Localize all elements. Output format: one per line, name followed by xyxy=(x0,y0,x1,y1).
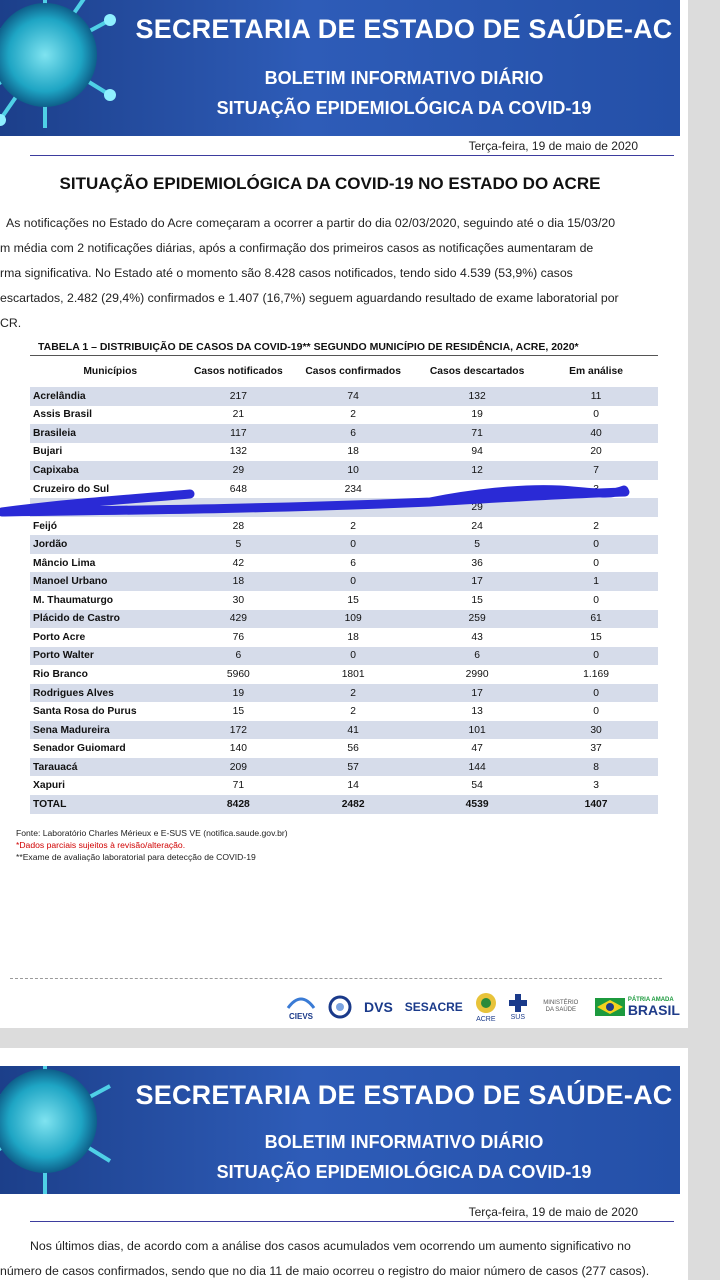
table-cell: 10 xyxy=(286,461,420,480)
page-footer-divider xyxy=(10,978,662,979)
table-cell: 19 xyxy=(190,684,286,703)
header-subtitle-2: SITUAÇÃO EPIDEMIOLÓGICA DA COVID-19 xyxy=(216,98,592,118)
municipality-name: Jordão xyxy=(30,535,190,554)
table-cell: 28 xyxy=(232,520,245,532)
municipality-name: Rodrigues Alves xyxy=(30,684,190,703)
table-cell: 41 xyxy=(286,721,420,740)
date-divider xyxy=(30,1221,674,1222)
table-cell: 15 xyxy=(232,706,245,718)
table-cell: 0 xyxy=(593,594,599,606)
partial-data-note: *Dados parciais sujeitos à revisão/alteração. xyxy=(16,840,186,850)
exam-note: **Exame de avaliação laboratorial para detecção de COVID-19 xyxy=(16,852,256,862)
table-row xyxy=(30,424,658,443)
table-cell: 101 xyxy=(420,721,534,740)
paragraph-line-1: As notificações no Estado do Acre começaram a ocorrer a partir do dia 02/03/2020, seguindo até o dia 15/03/20 xyxy=(6,216,616,230)
municipality-name: Porto Acre xyxy=(33,631,86,643)
table-cell: 2 xyxy=(350,706,357,718)
table-cell: 74 xyxy=(286,387,420,406)
table-row xyxy=(30,461,658,480)
acre-coat-of-arms: ACRE xyxy=(475,992,497,1023)
municipality-name: Santa Rosa do Purus xyxy=(33,706,137,718)
dvs-logo: DVS xyxy=(364,999,393,1015)
table-cell: 57 xyxy=(286,758,420,777)
table-cell: 40 xyxy=(534,424,658,443)
column-header: Casos confirmados xyxy=(305,366,401,377)
table-cell: 109 xyxy=(286,610,420,629)
header-subtitle-1: BOLETIM INFORMATIVO DIÁRIO xyxy=(264,68,544,88)
table-row xyxy=(30,591,658,610)
bulletin-page-2 xyxy=(0,1048,688,1280)
paragraph-line-2: m média com 2 notificações diárias, após a confirmação dos primeiros casos as notificações aumentaram de xyxy=(0,241,594,255)
table-cell: 117 xyxy=(190,424,286,443)
table-row xyxy=(30,572,658,591)
table-cell: 29 xyxy=(420,498,534,517)
cases-by-municipality-table xyxy=(30,357,658,814)
section-heading: SITUAÇÃO EPIDEMIOLÓGICA DA COVID-19 NO ESTADO DO ACRE xyxy=(59,174,601,193)
municipality-name: Cruzeiro do Sul xyxy=(33,483,110,495)
municipality-name: Acrelândia xyxy=(30,387,190,406)
table-cell: 61 xyxy=(534,610,658,629)
table-cell: 6 xyxy=(190,647,286,666)
table-cell: 18 xyxy=(347,446,359,458)
table-cell: 19 xyxy=(471,409,483,421)
header-title: SECRETARIA DE ESTADO DE SAÚDE-AC xyxy=(135,1080,673,1110)
table-cell: 6 xyxy=(420,647,534,666)
table-cell: 0 xyxy=(534,684,658,703)
table-row xyxy=(30,554,658,573)
table-cell: 0 xyxy=(593,557,599,569)
column-header: Em análise xyxy=(569,366,623,377)
column-header: Casos notificados xyxy=(193,366,283,377)
table-cell: 0 xyxy=(593,706,599,718)
table-row xyxy=(30,628,658,647)
municipality-name: Mâncio Lima xyxy=(33,557,96,569)
table-cell: 21 xyxy=(232,409,245,421)
table-cell: 29 xyxy=(190,461,286,480)
total-cell: 4539 xyxy=(420,795,534,814)
coronavirus-icon xyxy=(0,0,120,130)
table-row xyxy=(30,776,658,795)
sesacre-logo: SESACRE xyxy=(404,1000,463,1014)
municipality-name: Brasileia xyxy=(30,424,190,443)
municipality-name: Capixaba xyxy=(30,461,190,480)
globe-icon xyxy=(328,995,352,1019)
table-row xyxy=(30,665,658,684)
table-cell: 18 xyxy=(190,572,286,591)
table-cell: 2 xyxy=(350,520,357,532)
table-cell: 0 xyxy=(534,535,658,554)
table-cell: 15 xyxy=(471,594,483,606)
table-cell: 12 xyxy=(420,461,534,480)
table-cell: 24 xyxy=(471,520,483,532)
bulletin-date: Terça-feira, 19 de maio de 2020 xyxy=(468,1205,638,1219)
table-cell: 132 xyxy=(229,446,247,458)
table-cell: 42 xyxy=(232,557,245,569)
table-cell: 15 xyxy=(347,594,359,606)
municipality-name: Feijó xyxy=(33,520,58,532)
total-cell: 1407 xyxy=(534,795,658,814)
table-cell: 71 xyxy=(420,424,534,443)
footer-logos xyxy=(286,990,680,1024)
municipality-name: Rio Branco xyxy=(33,668,88,680)
table-cell: 5 xyxy=(190,535,286,554)
table-row xyxy=(30,647,658,666)
table-row xyxy=(30,702,658,721)
table-cell: 3 xyxy=(593,483,599,495)
table-row xyxy=(30,610,658,629)
municipality-name: Tarauacá xyxy=(30,758,190,777)
table-cell: 3 xyxy=(593,780,599,792)
table-cell: 2 xyxy=(350,409,357,421)
table-cell: 648 xyxy=(229,483,247,495)
table-cell: 2990 xyxy=(465,668,489,680)
cross-icon xyxy=(509,994,527,1012)
table-cell: 30 xyxy=(534,721,658,740)
table-cell: 56 xyxy=(347,743,359,755)
table-cell: 17 xyxy=(420,684,534,703)
table-cell: 54 xyxy=(471,780,483,792)
source-note: Fonte: Laboratório Charles Mérieux e E-SUS VE (notifica.saude.gov.br) xyxy=(16,828,288,838)
table-cell: 71 xyxy=(232,780,245,792)
header-banner xyxy=(0,1066,680,1194)
table-cell: 0 xyxy=(286,572,420,591)
table-row xyxy=(30,739,658,758)
table-cell: 1.169 xyxy=(583,668,609,680)
table-row xyxy=(30,406,658,425)
table-row xyxy=(30,721,658,740)
municipality-name: Bujari xyxy=(33,446,63,458)
table-cell: 217 xyxy=(190,387,286,406)
total-label: TOTAL xyxy=(30,795,190,814)
cievs-logo: CIEVS xyxy=(286,994,316,1021)
table-cell: 140 xyxy=(229,743,247,755)
header-subtitle-2: SITUAÇÃO EPIDEMIOLÓGICA DA COVID-19 xyxy=(216,1162,592,1182)
table-cell: 43 xyxy=(471,631,483,643)
paragraph-line-5: CR. xyxy=(0,316,22,330)
table-cell: 6 xyxy=(286,424,420,443)
table-cell: 1 xyxy=(534,572,658,591)
table-cell: 37 xyxy=(590,743,602,755)
municipality-name: Senador Guiomard xyxy=(33,743,126,755)
header-banner xyxy=(0,0,680,136)
municipality-name: Plácido de Castro xyxy=(30,610,190,629)
table-cell: 76 xyxy=(232,631,245,643)
table-cell: 1801 xyxy=(341,668,365,680)
table-cell: 20 xyxy=(590,446,602,458)
table-cell: 30 xyxy=(232,594,245,606)
table-cell: 234 xyxy=(344,483,362,495)
table-cell: 47 xyxy=(471,743,483,755)
table-cell: 18 xyxy=(347,631,359,643)
table-cell: 0 xyxy=(286,647,420,666)
table-cell: 429 xyxy=(190,610,286,629)
coat-of-arms-icon xyxy=(475,992,497,1014)
table-cell: 13 xyxy=(471,706,483,718)
header-title: SECRETARIA DE ESTADO DE SAÚDE-AC xyxy=(135,14,673,44)
table-cell: 7 xyxy=(534,461,658,480)
table-cell: 2 xyxy=(286,684,420,703)
municipality-name: M. Thaumaturgo xyxy=(33,594,114,606)
brazil-flag-icon xyxy=(595,998,625,1016)
total-cell: 8428 xyxy=(190,795,286,814)
brasil-logo: PÁTRIA AMADA BRASIL xyxy=(595,997,680,1017)
bulletin-date: Terça-feira, 19 de maio de 2020 xyxy=(468,139,638,153)
table-cell: 2 xyxy=(593,520,599,532)
table-top-rule xyxy=(30,355,658,356)
paragraph-line-3: rma significativa. No Estado até o momento são 8.428 casos notificados, tendo sido 4.539 (53,9%) casos xyxy=(0,266,573,280)
column-header: Casos descartados xyxy=(429,366,525,377)
table-total-row xyxy=(30,795,658,814)
table-cell: 5960 xyxy=(226,668,250,680)
sus-logo: SUS xyxy=(509,994,527,1021)
table-row xyxy=(30,443,658,462)
paragraph-line-2: número de casos confirmados, sendo que no dia 11 de maio ocorreu o registro do maior número de casos (277 casos). xyxy=(0,1264,650,1278)
table-cell: 0 xyxy=(534,647,658,666)
total-cell: 2482 xyxy=(286,795,420,814)
date-divider xyxy=(30,155,674,156)
table-cell: 36 xyxy=(471,557,483,569)
table-cell: 17 xyxy=(420,572,534,591)
table-cell: 11 xyxy=(534,387,658,406)
paragraph-line-4: escartados, 2.482 (29,4%) confirmados e 1.407 (16,7%) seguem aguardando resultado de exame laboratorial por xyxy=(0,291,619,305)
table-cell: 144 xyxy=(420,758,534,777)
column-header: Municípios xyxy=(83,366,138,377)
table-cell: 8 xyxy=(534,758,658,777)
table-row xyxy=(30,758,658,777)
table-row xyxy=(30,535,658,554)
table-caption: TABELA 1 – DISTRIBUIÇÃO DE CASOS DA COVID-19** SEGUNDO MUNICÍPIO DE RESIDÊNCIA, ACRE, 2020* xyxy=(38,341,579,353)
table-cell: 0 xyxy=(593,409,599,421)
municipality-name: Manoel Urbano xyxy=(30,572,190,591)
paragraph-line-1: Nos últimos dias, de acordo com a análise dos casos acumulados vem ocorrendo um aumento significativo no xyxy=(30,1239,631,1253)
ink-scribble-mark xyxy=(0,482,640,522)
municipality-name: Assis Brasil xyxy=(33,409,92,421)
municipality-name: Xapuri xyxy=(33,780,66,792)
table-cell: 259 xyxy=(420,610,534,629)
municipality-name: Sena Madureira xyxy=(30,721,190,740)
table-cell: 172 xyxy=(190,721,286,740)
table-row xyxy=(30,387,658,406)
table-cell: 6 xyxy=(350,557,357,569)
table-cell: 209 xyxy=(190,758,286,777)
ministerio-logo: MINISTÉRIO DA SAÚDE xyxy=(543,1000,579,1013)
coronavirus-icon xyxy=(0,1066,120,1194)
table-cell: 15 xyxy=(590,631,602,643)
table-cell: 94 xyxy=(471,446,483,458)
table-cell: 0 xyxy=(286,535,420,554)
table-cell: 132 xyxy=(420,387,534,406)
header-subtitle-1: BOLETIM INFORMATIVO DIÁRIO xyxy=(264,1132,544,1152)
table-row xyxy=(30,684,658,703)
table-cell: 14 xyxy=(347,780,359,792)
municipality-name: Porto Walter xyxy=(30,647,190,666)
table-cell: 5 xyxy=(420,535,534,554)
cievs-icon xyxy=(286,994,316,1010)
